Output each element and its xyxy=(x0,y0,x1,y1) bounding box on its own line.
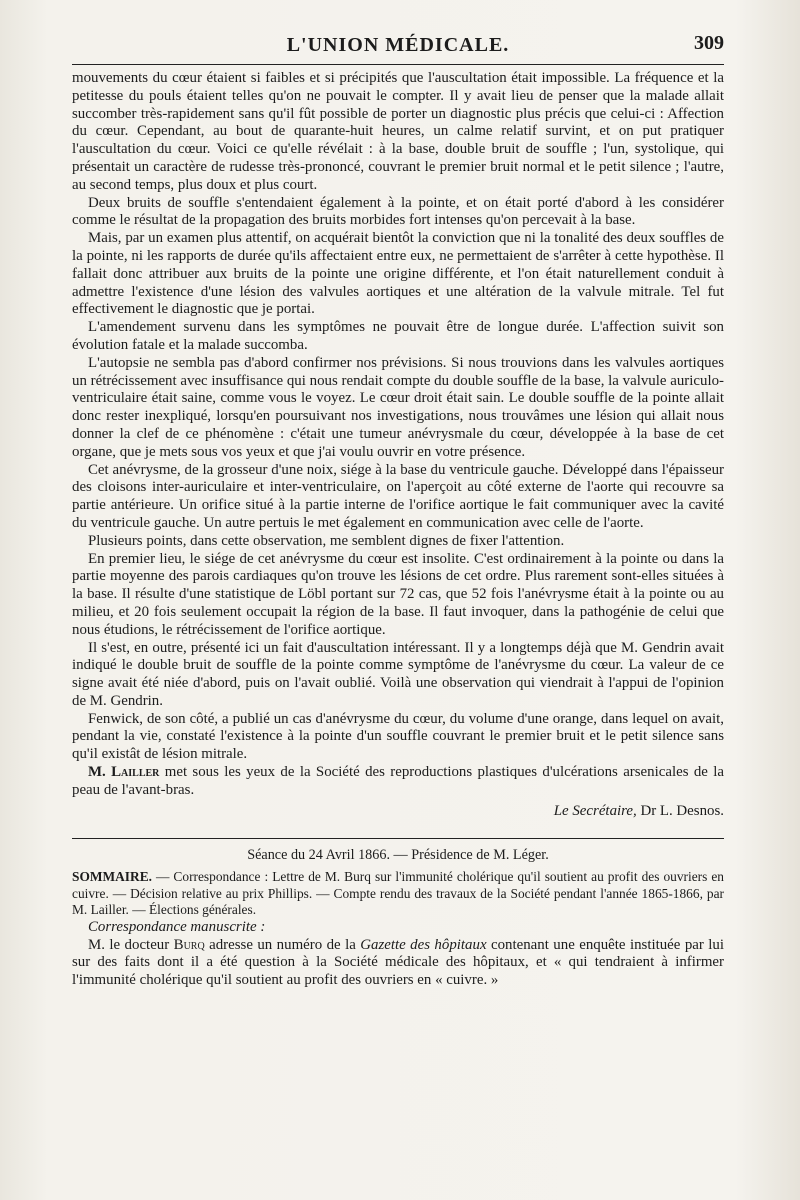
secretary-name: Dr L. Desnos. xyxy=(636,802,724,819)
paragraph: Deux bruits de souffle s'entendaient également à la pointe, et on était porté d'abord à les considérer comme le résultat de la propagation des bruits morbides fort intenses qu'on percevait à la base. xyxy=(72,194,724,229)
sommaire-text: — Correspondance : Lettre de M. Burq sur l'immunité cholérique qu'il soutient au profit des ouvriers en cuivre. — Décision relative au prix Phillips. — Compte rendu des travaux de la Société pendant l'année 1865-1866, par M. Lailler. — Élections générales. xyxy=(72,869,724,918)
paragraph: Plusieurs points, dans cette observation, me semblent dignes de fixer l'attention. xyxy=(88,532,565,549)
paragraph: En premier lieu, le siége de cet anévrysme du cœur est insolite. C'est ordinairement à la pointe ou dans la partie moyenne des parois cardiaques qu'on trouve les lésions de cet ordre. Plus rarement sont-elles situées à la base. Il résulte d'une statistique de Löbl portant sur 72 cas, que 52 fois l'anévrysme était à la pointe ou au milieu, et 20 fois seulement occupait la région de la base. Il faut invoquer, dans la pathogénie de celui que nous étudions, le rétrécissement de l'orifice aortique. xyxy=(72,550,724,638)
corr-name: Burq xyxy=(173,936,205,953)
lailler-text: met sous les yeux de la Société des reproductions plastiques d'ulcérations arsenicales de la peau de l'avant-bras. xyxy=(72,764,724,798)
correspondance-paragraph xyxy=(72,937,724,990)
corr-part1: adresse un numéro de la xyxy=(204,936,361,953)
paragraph: Mais, par un examen plus attentif, on acquérait bientôt la conviction que ni la tonalité des deux souffles de la pointe, ni les rapports de durée qu'ils affectaient entre eux, ne permettaient de s'arrêter à cette hypothèse. Il fallait donc attribuer aux bruits de la pointe une origine différente, et l'on était naturellement conduit à admettre l'existence d'une lésion des valvules aortiques et une altération de la valvule mitrale. Tel fut effectivement le diagnostic que je portai. xyxy=(72,230,724,318)
article-body xyxy=(72,70,724,990)
page-header xyxy=(72,30,724,60)
corr-intro: M. le docteur xyxy=(88,936,174,953)
paragraph: L'amendement survenu dans les symptômes ne pouvait être de longue durée. L'affection suivit son évolution fatale et la malade succomba. xyxy=(72,319,724,353)
journal-title: L'UNION MÉDICALE. xyxy=(286,34,510,56)
paragraph: Cet anévrysme, de la grosseur d'une noix, siége à la base du ventricule gauche. Développé dans l'épaisseur des cloisons inter-auriculaire et inter-ventriculaire, on l'aperçoit au côté externe de l'aorte qui recouvre sa partie antérieure. Un orifice situé à la partie interne de l'orifice aortique le fait communiquer avec la cavité du ventricule gauche. Un autre pertuis le met également en communication avec celle de l'aorte. xyxy=(72,461,724,531)
lailler-name: M. Lailler xyxy=(88,764,160,781)
correspondance-title: Correspondance manuscrite : xyxy=(88,918,266,935)
header-rule xyxy=(72,64,724,65)
corr-part2: contenant une enquête instituée par lui sur des faits dont il a été question à la Société médicale des hôpitaux, et « qui tendraient à infirmer l'immunité cholérique qu'il soutient au profit des ouvriers en « cuivre. » xyxy=(72,936,724,989)
section-rule xyxy=(72,838,724,839)
gazette-title: Gazette des hôpitaux xyxy=(360,936,487,953)
seance-heading: Séance du 24 Avril 1866. — Présidence de M. Léger. xyxy=(247,847,549,864)
sommaire-label: SOMMAIRE. xyxy=(72,869,152,885)
secretary-role: Le Secrétaire, xyxy=(553,802,637,819)
page-number: 309 xyxy=(694,32,724,54)
paragraph: mouvements du cœur étaient si faibles et si précipités que l'auscultation était impossible. La fréquence et la petitesse du pouls étaient telles qu'on ne pouvait le compter. Il y avait lieu de penser que la malade allait succomber très-rapidement sans qu'il fût possible de porter un diagnostic plus précis que celui-ci : Affection du cœur. Cependant, au bout de quarante-huit heures, un calme relatif survint, et on put pratiquer l'auscultation du cœur. Voici ce qu'elle révélait : à la base, double bruit de souffle ; l'un, systolique, qui présentait un caractère de rudesse très-prononcé, couvrant le premier bruit normal et le petit silence ; l'autre, au second temps, plus doux et plus court. xyxy=(72,70,724,193)
lailler-paragraph xyxy=(72,764,724,800)
paragraph: Il s'est, en outre, présenté ici un fait d'auscultation intéressant. Il y a longtemps déjà que M. Gendrin avait indiqué le double bruit de souffle de la pointe comme symptôme de l'anévrysme du cœur. La valeur de ce signe avait été niée d'abord, puis on l'avait oublié. Voilà une observation qui viendrait à l'appui de l'opinion de M. Gendrin. xyxy=(72,639,724,709)
signature xyxy=(72,803,724,821)
sommaire xyxy=(72,869,724,919)
paragraph: Fenwick, de son côté, a publié un cas d'anévrysme du cœur, du volume d'une orange, dans lequel on avait, pendant la vie, constaté l'existence à la pointe d'un souffle couvrant le premier bruit et le petit silence sans qu'il existât de lésion mitrale. xyxy=(72,710,724,763)
paragraph: L'autopsie ne sembla pas d'abord confirmer nos prévisions. Si nous trouvions dans les valvules aortiques un rétrécissement avec insuffisance qui nous rendait compte du double souffle de la base, la valvule auriculo-ventriculaire était saine, comme vous le voyez. Le cœur droit était sain. Le double souffle de la pointe allait donc rester inexpliqué, lorsqu'en poursuivant nos investigations, nous trouvâmes une lésion qui allait nous donner la clef de ce phénomène : c'était une tumeur anévrysmale du cœur, développée à la base de cet organe, que je mets sous vos yeux et que j'ai voulu ouvrir en votre présence. xyxy=(72,354,724,460)
